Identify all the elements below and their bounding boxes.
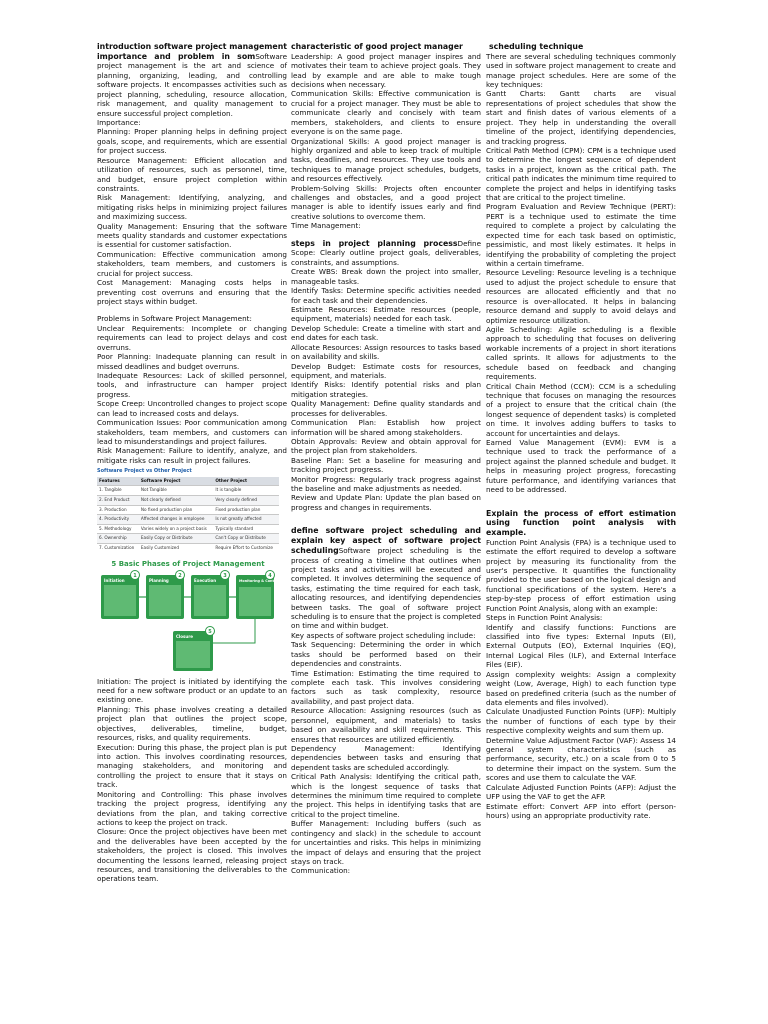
list-item: Problem-Solving Skills: Projects often encounter challenges and obstacles, and a good project manager is able to identify issues early and find creative solutions to overcome them. bbox=[291, 183, 481, 221]
list-item: Planning: Proper planning helps in defining project goals, scope, and requirements, which are essential for project success. bbox=[97, 127, 287, 156]
table-cell: Fixed production plan bbox=[213, 505, 279, 515]
spacer bbox=[486, 495, 676, 509]
list-item: Organizational Skills: A good project manager is highly organized and able to keep track of multiple tasks, deadlines, and resources. They use tools and techniques to manage project schedules, budgets, and resources effectively. bbox=[291, 136, 481, 184]
list-item: Initiation: The project is initiated by identifying the need for a new software product or an update to an existing one. bbox=[97, 676, 287, 705]
table-header: Features bbox=[97, 477, 139, 486]
list-item: Time Estimation: Estimating the time required to complete each task. This involves considering factors such as task complexity, resource availability, and past project data. bbox=[291, 668, 481, 706]
column-2 bbox=[291, 42, 481, 876]
phase-label: Initiation bbox=[104, 577, 125, 583]
table-cell: 2. End Product bbox=[97, 495, 139, 505]
list-item: Leadership: A good project manager inspires and motivates their team to achieve project goals. They lead by example and are able to make tough decisions when necessary. bbox=[291, 51, 481, 89]
list-item: Scope Creep: Uncontrolled changes to project scope can lead to increased costs and delays. bbox=[97, 399, 287, 418]
aspects-label: Key aspects of software project scheduling include: bbox=[291, 630, 476, 640]
list-item: Critical Chain Method (CCM): CCM is a scheduling technique that focuses on managing the resources of a project to ensure that the critical chain (the longest sequence of dependent tasks) is completed on time. It involves adding buffers to tasks to account for uncertainties and delays. bbox=[486, 381, 676, 438]
list-item: Monitor Progress: Regularly track progress against the baseline and make adjustments as needed. bbox=[291, 474, 481, 494]
phase-label: Planning bbox=[149, 577, 169, 583]
list-item: Communication: Effective communication among stakeholders, team members, and customers is crucial for project success. bbox=[97, 249, 287, 278]
list-item: Program Evaluation and Review Technique (PERT): PERT is a technique used to estimate the time required to complete a project by calculating the expected time for each task based on optimistic, pessimistic, and most likely estimates. It helps in identifying the probability of completing the project within a certain timeframe. bbox=[486, 202, 676, 269]
column-3 bbox=[486, 42, 676, 820]
table-row bbox=[97, 486, 279, 496]
list-item: Develop Schedule: Create a timeline with start and end dates for each task. bbox=[291, 323, 481, 343]
table-cell: Varies widely on a project basis bbox=[139, 524, 213, 534]
section-heading-effort-estimation: Explain the process of effort estimation using function point analysis with example. bbox=[486, 508, 676, 538]
list-item: Quality Management: Ensuring that the software meets quality standards and customer expectations is essential for customer satisfaction. bbox=[97, 221, 287, 250]
comparison-table-figure bbox=[97, 468, 279, 552]
phase-box-monitoring bbox=[236, 570, 279, 619]
phases-figure bbox=[97, 557, 279, 673]
list-item: Baseline Plan: Set a baseline for measuring and tracking project progress. bbox=[291, 455, 481, 475]
list-item: Execution: During this phase, the project plan is put into action. This involves coordinating resources, managing stakeholders, and monitoring and controlling the project to ensure that it stays on track. bbox=[97, 742, 287, 790]
table-cell: Require Effort to Customize bbox=[213, 544, 279, 553]
list-item: Risk Management: Identifying, analyzing, and mitigating risks helps in minimizing project failures and maximizing success. bbox=[97, 193, 287, 222]
list-item: Allocate Resources: Assign resources to tasks based on availability and skills. bbox=[291, 342, 481, 362]
list-item: Review and Update Plan: Update the plan based on progress and changes in requirements. bbox=[291, 493, 481, 512]
table-cell: 5. Methodology bbox=[97, 524, 139, 534]
list-item: Monitoring and Controlling: This phase involves tracking the project progress, identifying any deviations from the plan, and taking corrective actions to keep the project on track. bbox=[97, 789, 287, 827]
list-item: Time Management: bbox=[291, 221, 361, 231]
list-item: Unclear Requirements: Incomplete or changing requirements can lead to project delays and cost overruns. bbox=[97, 323, 287, 352]
phase-label: Execution bbox=[194, 577, 217, 583]
table-cell: Very clearly defined bbox=[213, 495, 279, 505]
list-item: Identify Tasks: Determine specific activities needed for each task and their dependencies. bbox=[291, 286, 481, 305]
list-item: Gantt Charts: Gantt charts are visual representations of project schedules that show the start and finish dates of various elements of a project. They help in understanding the overall timeline of the project, identifying dependencies, and tracking progress. bbox=[486, 89, 676, 146]
phase-box-execution bbox=[191, 570, 230, 619]
table-cell: Can't Copy or Distribute bbox=[213, 534, 279, 544]
table-cell: Easily Customized bbox=[139, 544, 213, 553]
phase-number: 2 bbox=[178, 572, 182, 579]
list-item: Communication Issues: Poor communication among stakeholders, team members, and customers can lead to misunderstandings and project failures. bbox=[97, 418, 287, 446]
aspects-list bbox=[291, 640, 481, 876]
intro-paragraph: introduction software project management importance and problem in somSoftware project management is the art and science of planning, organizing, leading, and controlling software projects. It encompasses activities such as project planning, scheduling, resource allocation, risk management, and quality management to ensure successful project completion. bbox=[97, 42, 287, 118]
list-item: Estimate effort: Convert AFP into effort (person-hours) using an appropriate productivity rate. bbox=[486, 801, 676, 820]
phase-box-planning bbox=[146, 570, 185, 619]
list-item: Cost Management: Managing costs helps in preventing cost overruns and ensuring that the project stays within budget. bbox=[97, 278, 287, 307]
section-heading-intro: introduction software project management importance and problem in som bbox=[97, 42, 287, 61]
list-item: Calculate Unadjusted Function Points (UFP): Multiply the number of functions of each type by their respective complexity weights and sum them up. bbox=[486, 707, 676, 736]
phase-label: Closure bbox=[176, 633, 193, 639]
list-item: Identify and classify functions: Functions are classified into five types: External Inputs (EI), External Outputs (EO), External Inquiries (EQ), Internal Logical Files (ILF), and External Interface Files (EIF). bbox=[486, 622, 676, 670]
list-item: Poor Planning: Inadequate planning can result in missed deadlines and budget overruns. bbox=[97, 352, 287, 371]
spacer bbox=[97, 306, 287, 314]
list-item: Resource Allocation: Assigning resources (such as personnel, equipment, and materials) to tasks based on availability and skill requirements. This ensures that resources are utilized efficiently. bbox=[291, 706, 481, 744]
spacer bbox=[291, 512, 481, 526]
list-item: Risk Management: Failure to identify, analyze, and mitigate risks can result in project failures. bbox=[97, 446, 287, 465]
fpa-intro: Function Point Analysis (FPA) is a technique used to estimate the effort required to develop a software project by measuring its functionality from the user's perspective. It quantifies the functionality provided to the user based on the logical design and functional specifications of the system. Here's a step-by-step process of effort estimation using Function Point Analysis, along with an example: bbox=[486, 537, 676, 613]
table-row bbox=[97, 544, 279, 553]
phases-figure-title: 5 Basic Phases of Project Management bbox=[111, 559, 265, 568]
fpa-steps-list bbox=[486, 623, 676, 821]
table-row bbox=[97, 495, 279, 505]
table-cell: 7. Customization bbox=[97, 544, 139, 553]
table-cell: 6. Ownership bbox=[97, 534, 139, 544]
table-cell: Is not greatly affected bbox=[213, 515, 279, 525]
phase-box-closure bbox=[173, 626, 215, 671]
phase-number: 5 bbox=[208, 628, 212, 635]
spacer bbox=[291, 231, 481, 239]
list-item: Identify Risks: Identify potential risks and plan mitigation strategies. bbox=[291, 380, 481, 399]
importance-list bbox=[97, 127, 287, 306]
list-item: Critical Path Method (CPM): CPM is a technique used to determine the longest sequence of dependent tasks in a project, known as the critical path. The critical path indicates the minimum time required to complete the project and helps in identifying tasks that are critical to the project timeline. bbox=[486, 145, 676, 203]
table-cell: Typically standard bbox=[213, 524, 279, 534]
table-row bbox=[97, 515, 279, 525]
table-cell: 1. Tangible bbox=[97, 486, 139, 496]
list-item: Create WBS: Break down the project into smaller, manageable tasks. bbox=[291, 267, 481, 286]
column-1 bbox=[97, 42, 287, 884]
section-heading-scheduling-definition: define software project scheduling and explain key aspect of software project scheduling bbox=[291, 526, 481, 555]
list-item: Earned Value Management (EVM): EVM is a technique used to track the performance of a project against the planned schedule and budget. It helps in measuring project progress, forecasting future performance, and identifying variances that need to be addressed. bbox=[486, 438, 676, 495]
table-row bbox=[97, 505, 279, 515]
table-cell: It is tangible bbox=[213, 486, 279, 496]
planning-steps-list bbox=[291, 267, 481, 512]
list-item: Resource Leveling: Resource leveling is a technique used to adjust the project schedule to ensure that resources are allocated efficiently and that no resource is over-allocated. It helps in balancing resource demand and supply to avoid delays and optimize resource utilization. bbox=[486, 268, 676, 325]
phase-number: 3 bbox=[223, 572, 227, 579]
list-item: Critical Path Analysis: Identifying the critical path, which is the longest sequence of tasks that determines the minimum time required to complete the project. This helps in identifying tasks that are critical to the project timeline. bbox=[291, 772, 481, 819]
list-item: Inadequate Resources: Lack of skilled personnel, tools, and infrastructure can hamper project progress. bbox=[97, 370, 287, 399]
scheduling-definition-paragraph: define software project scheduling and explain key aspect of software project schedulingSoftware project scheduling is the process of creating a timeline that outlines when project tasks and activities will be executed and completed. It involves determining the sequence of tasks, estimating the time required for each task, allocating resources, and identifying dependencies between tasks. The goal of software project scheduling is to ensure that the project is completed on time and within budget. bbox=[291, 526, 481, 631]
phases-diagram bbox=[97, 557, 279, 673]
importance-label: Importance: bbox=[97, 118, 141, 127]
comparison-table bbox=[97, 477, 279, 553]
table-cell: 4. Productivity bbox=[97, 515, 139, 525]
problems-label: Problems in Software Project Management: bbox=[97, 314, 252, 324]
section-heading-planning-steps: steps in project planning process bbox=[291, 238, 458, 248]
list-item: Closure: Once the project objectives have been met and the deliverables have been accepted by the stakeholders, the project is closed. This involves documenting the lessons learned, releasing project resources, and transitioning the deliverables to the operations team. bbox=[97, 827, 287, 884]
phase-number: 4 bbox=[268, 572, 272, 579]
table-cell: Not Tangible bbox=[139, 486, 213, 496]
phase-label: Monitoring & Control bbox=[239, 578, 279, 583]
table-cell: No fixed production plan bbox=[139, 505, 213, 515]
list-item: Agile Scheduling: Agile scheduling is a flexible approach to scheduling that focuses on delivering workable increments of a project in short iterations called sprints. It allows for adjustments to the schedule based on feedback and changing requirements. bbox=[486, 324, 676, 382]
table-cell: Not clearly defined bbox=[139, 495, 213, 505]
list-item: Determine Value Adjustment Factor (VAF): Assess 14 general system characteristics (such as performance, security, etc.) on a scale from 0 to 5 to determine their impact on the system. Sum the scores and use them to calculate the VAF. bbox=[486, 735, 676, 783]
table-header-row bbox=[97, 477, 279, 486]
list-item: Assign complexity weights: Assign a complexity weight (Low, Average, High) to each function type based on predefined criteria (such as the number of data elements and files involved). bbox=[486, 669, 676, 707]
techniques-list bbox=[486, 89, 676, 494]
section-heading-good-pm: characteristic of good project manager bbox=[291, 42, 463, 51]
table-cell: Easily Copy or Distribute bbox=[139, 534, 213, 544]
list-item: Buffer Management: Including buffers (such as contingency and slack) in the schedule to account for uncertainties and risks. This helps in minimizing the impact of delays and ensuring that the project stays on track. bbox=[291, 819, 481, 866]
list-item: Resource Management: Efficient allocation and utilization of resources, such as personnel, time, and budget, ensure project completion within constraints. bbox=[97, 155, 287, 193]
table-cell: 3. Production bbox=[97, 505, 139, 515]
section-heading-scheduling-technique: scheduling technique bbox=[489, 42, 584, 51]
list-item: Communication Plan: Establish how project information will be shared among stakeholders. bbox=[291, 418, 481, 437]
techniques-intro: There are several scheduling techniques commonly used in software project management to create and manage project schedules. Here are some of the key techniques: bbox=[486, 51, 676, 89]
phase-number: 1 bbox=[133, 572, 137, 579]
list-item: Estimate Resources: Estimate resources (people, equipment, materials) needed for each task. bbox=[291, 305, 481, 324]
table-header: Software Project bbox=[139, 477, 213, 486]
table-row bbox=[97, 524, 279, 534]
list-item: Planning: This phase involves creating a detailed project plan that outlines the project scope, objectives, deliverables, timeline, budget, resources, risks, and quality requirements. bbox=[97, 704, 287, 743]
phases-text-list bbox=[97, 677, 287, 884]
list-item: Quality Management: Define quality standards and processes for deliverables. bbox=[291, 399, 481, 418]
list-item: Communication: bbox=[291, 866, 351, 876]
fpa-steps-label: Steps in Function Point Analysis: bbox=[486, 613, 603, 623]
table-figure-title: Software Project vs Other Project bbox=[97, 468, 192, 475]
table-row bbox=[97, 534, 279, 544]
list-item: Task Sequencing: Determining the order in which tasks should be performed based on their dependencies and constraints. bbox=[291, 640, 481, 669]
phase-box-initiation bbox=[101, 570, 140, 619]
table-cell: Affected changes in employee bbox=[139, 515, 213, 525]
arrow-connector bbox=[213, 619, 255, 643]
list-item: Define Scope: Clearly outline project goals, deliverables, constraints, and assumptions. bbox=[291, 238, 481, 267]
list-item: Develop Budget: Estimate costs for resources, equipment, and materials. bbox=[291, 361, 481, 380]
characteristics-list bbox=[291, 52, 481, 231]
list-item: Obtain Approvals: Review and obtain approval for the project plan from stakeholders. bbox=[291, 436, 481, 456]
list-item: Dependency Management: Identifying dependencies between tasks and ensuring that dependent tasks are scheduled accordingly. bbox=[291, 743, 481, 772]
problems-list bbox=[97, 324, 287, 465]
list-item: Calculate Adjusted Function Points (AFP): Adjust the UFP using the VAF to get the AFP. bbox=[486, 782, 676, 802]
table-header: Other Project bbox=[213, 477, 279, 486]
planning-steps-paragraph bbox=[291, 239, 481, 268]
list-item: Communication Skills: Effective communication is crucial for a project manager. They must be able to communicate clearly and concisely with team members, stakeholders, and clients to ensure everyone is on the same page. bbox=[291, 89, 481, 137]
